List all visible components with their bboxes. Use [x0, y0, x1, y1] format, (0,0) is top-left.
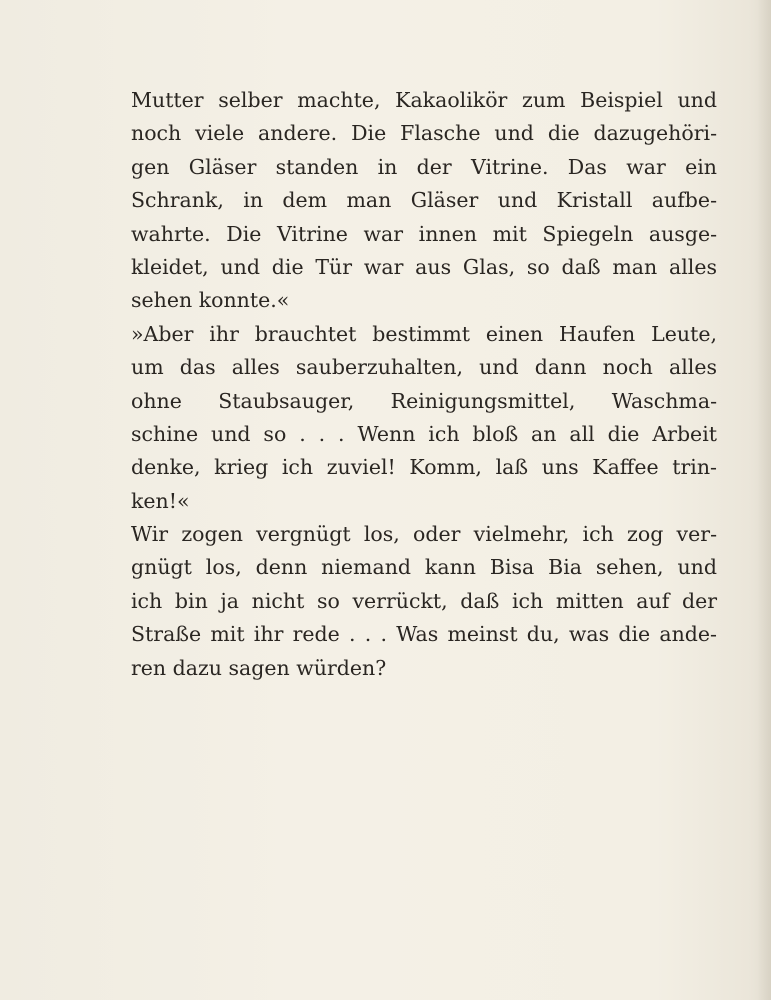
text-line-5: wahrte. Die Vitrine war innen mit Spiegeln ausge-	[131, 221, 717, 246]
text-line-11: schine und so . . . Wenn ich bloß an all die Arbeit	[131, 421, 717, 446]
text-line-15: gnügt los, denn niemand kann Bisa Bia sehen, und	[131, 555, 717, 580]
text-line-12: denke, krieg ich zuviel! Komm, laß uns Kaffee trin-	[131, 455, 717, 480]
text-line-7: sehen konnte.«	[131, 288, 290, 313]
text-line-2: noch viele andere. Die Flasche und die dazugehöri-	[131, 121, 717, 146]
text-line-1: Mutter selber machte, Kakaolikör zum Beispiel und	[131, 88, 717, 112]
text-line-16: ich bin ja nicht so verrückt, daß ich mitten auf der	[131, 588, 717, 613]
text-line-10: ohne Staubsauger, Reinigungsmittel, Waschma-	[131, 388, 717, 413]
text-line-8: »Aber ihr brauchtet bestimmt einen Haufen Leute,	[131, 321, 717, 346]
text-line-6: kleidet, und die Tür war aus Glas, so daß man alles	[131, 254, 717, 279]
text-line-4: Schrank, in dem man Gläser und Kristall aufbe-	[131, 188, 717, 213]
text-line-17: Straße mit ihr rede . . . Was meinst du, was die ande-	[131, 622, 717, 647]
text-line-9: um das alles sauberzuhalten, und dann noch alles	[131, 355, 717, 380]
text-line-14: Wir zogen vergnügt los, oder vielmehr, ich zog ver-	[131, 522, 717, 547]
text-line-3: gen Gläser standen in der Vitrine. Das war ein	[131, 154, 717, 179]
page-edge-shadow	[757, 0, 771, 1000]
text-line-13: ken!«	[131, 488, 190, 513]
body-text	[131, 84, 717, 685]
text-line-18: ren dazu sagen würden?	[131, 655, 387, 680]
